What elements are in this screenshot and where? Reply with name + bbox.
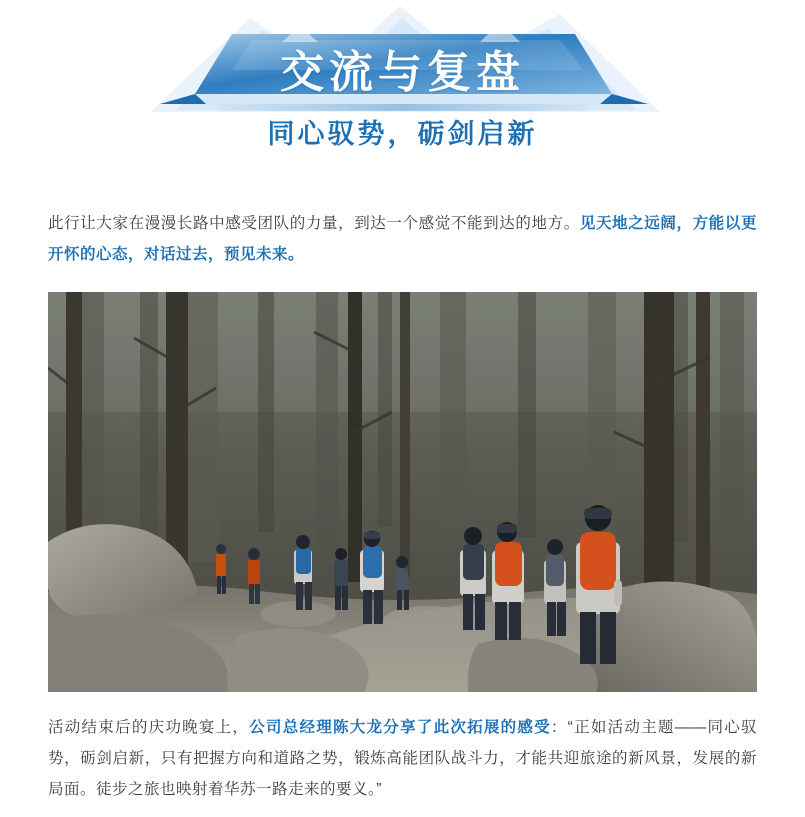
- page-title: 交流与复盘: [280, 48, 525, 97]
- article-body-bottom: [0, 712, 805, 805]
- paragraph-closing-lead: 活动结束后的庆功晚宴上，: [48, 719, 250, 736]
- paragraph-closing-rest: ：“正如活动主题——同心驭势，砺剑启新，只有把握方向和道路之势，锻炼高能团队战斗力，才能共迎旅途的新风景，发展的新局面。徒步之旅也映射着华苏一路走来的要义。”: [48, 719, 757, 798]
- hiking-photo: [48, 292, 757, 692]
- page-banner: [0, 0, 805, 180]
- article-body: [0, 208, 805, 270]
- paragraph-intro-plain: 此行让大家在漫漫长路中感受团队的力量，到达一个感觉不能到达的地方。: [48, 215, 580, 232]
- paragraph-intro: [48, 208, 757, 270]
- paragraph-closing: [48, 712, 757, 805]
- paragraph-closing-highlight: 公司总经理陈大龙分享了此次拓展的感受: [249, 719, 551, 736]
- hiking-photo-image: [48, 292, 757, 692]
- paragraph-intro-highlight: 见天地之远阔，方能以更开怀的心态，对话过去，预见未来。: [48, 215, 757, 263]
- page-subtitle: 同心驭势，砺剑启新: [267, 119, 538, 149]
